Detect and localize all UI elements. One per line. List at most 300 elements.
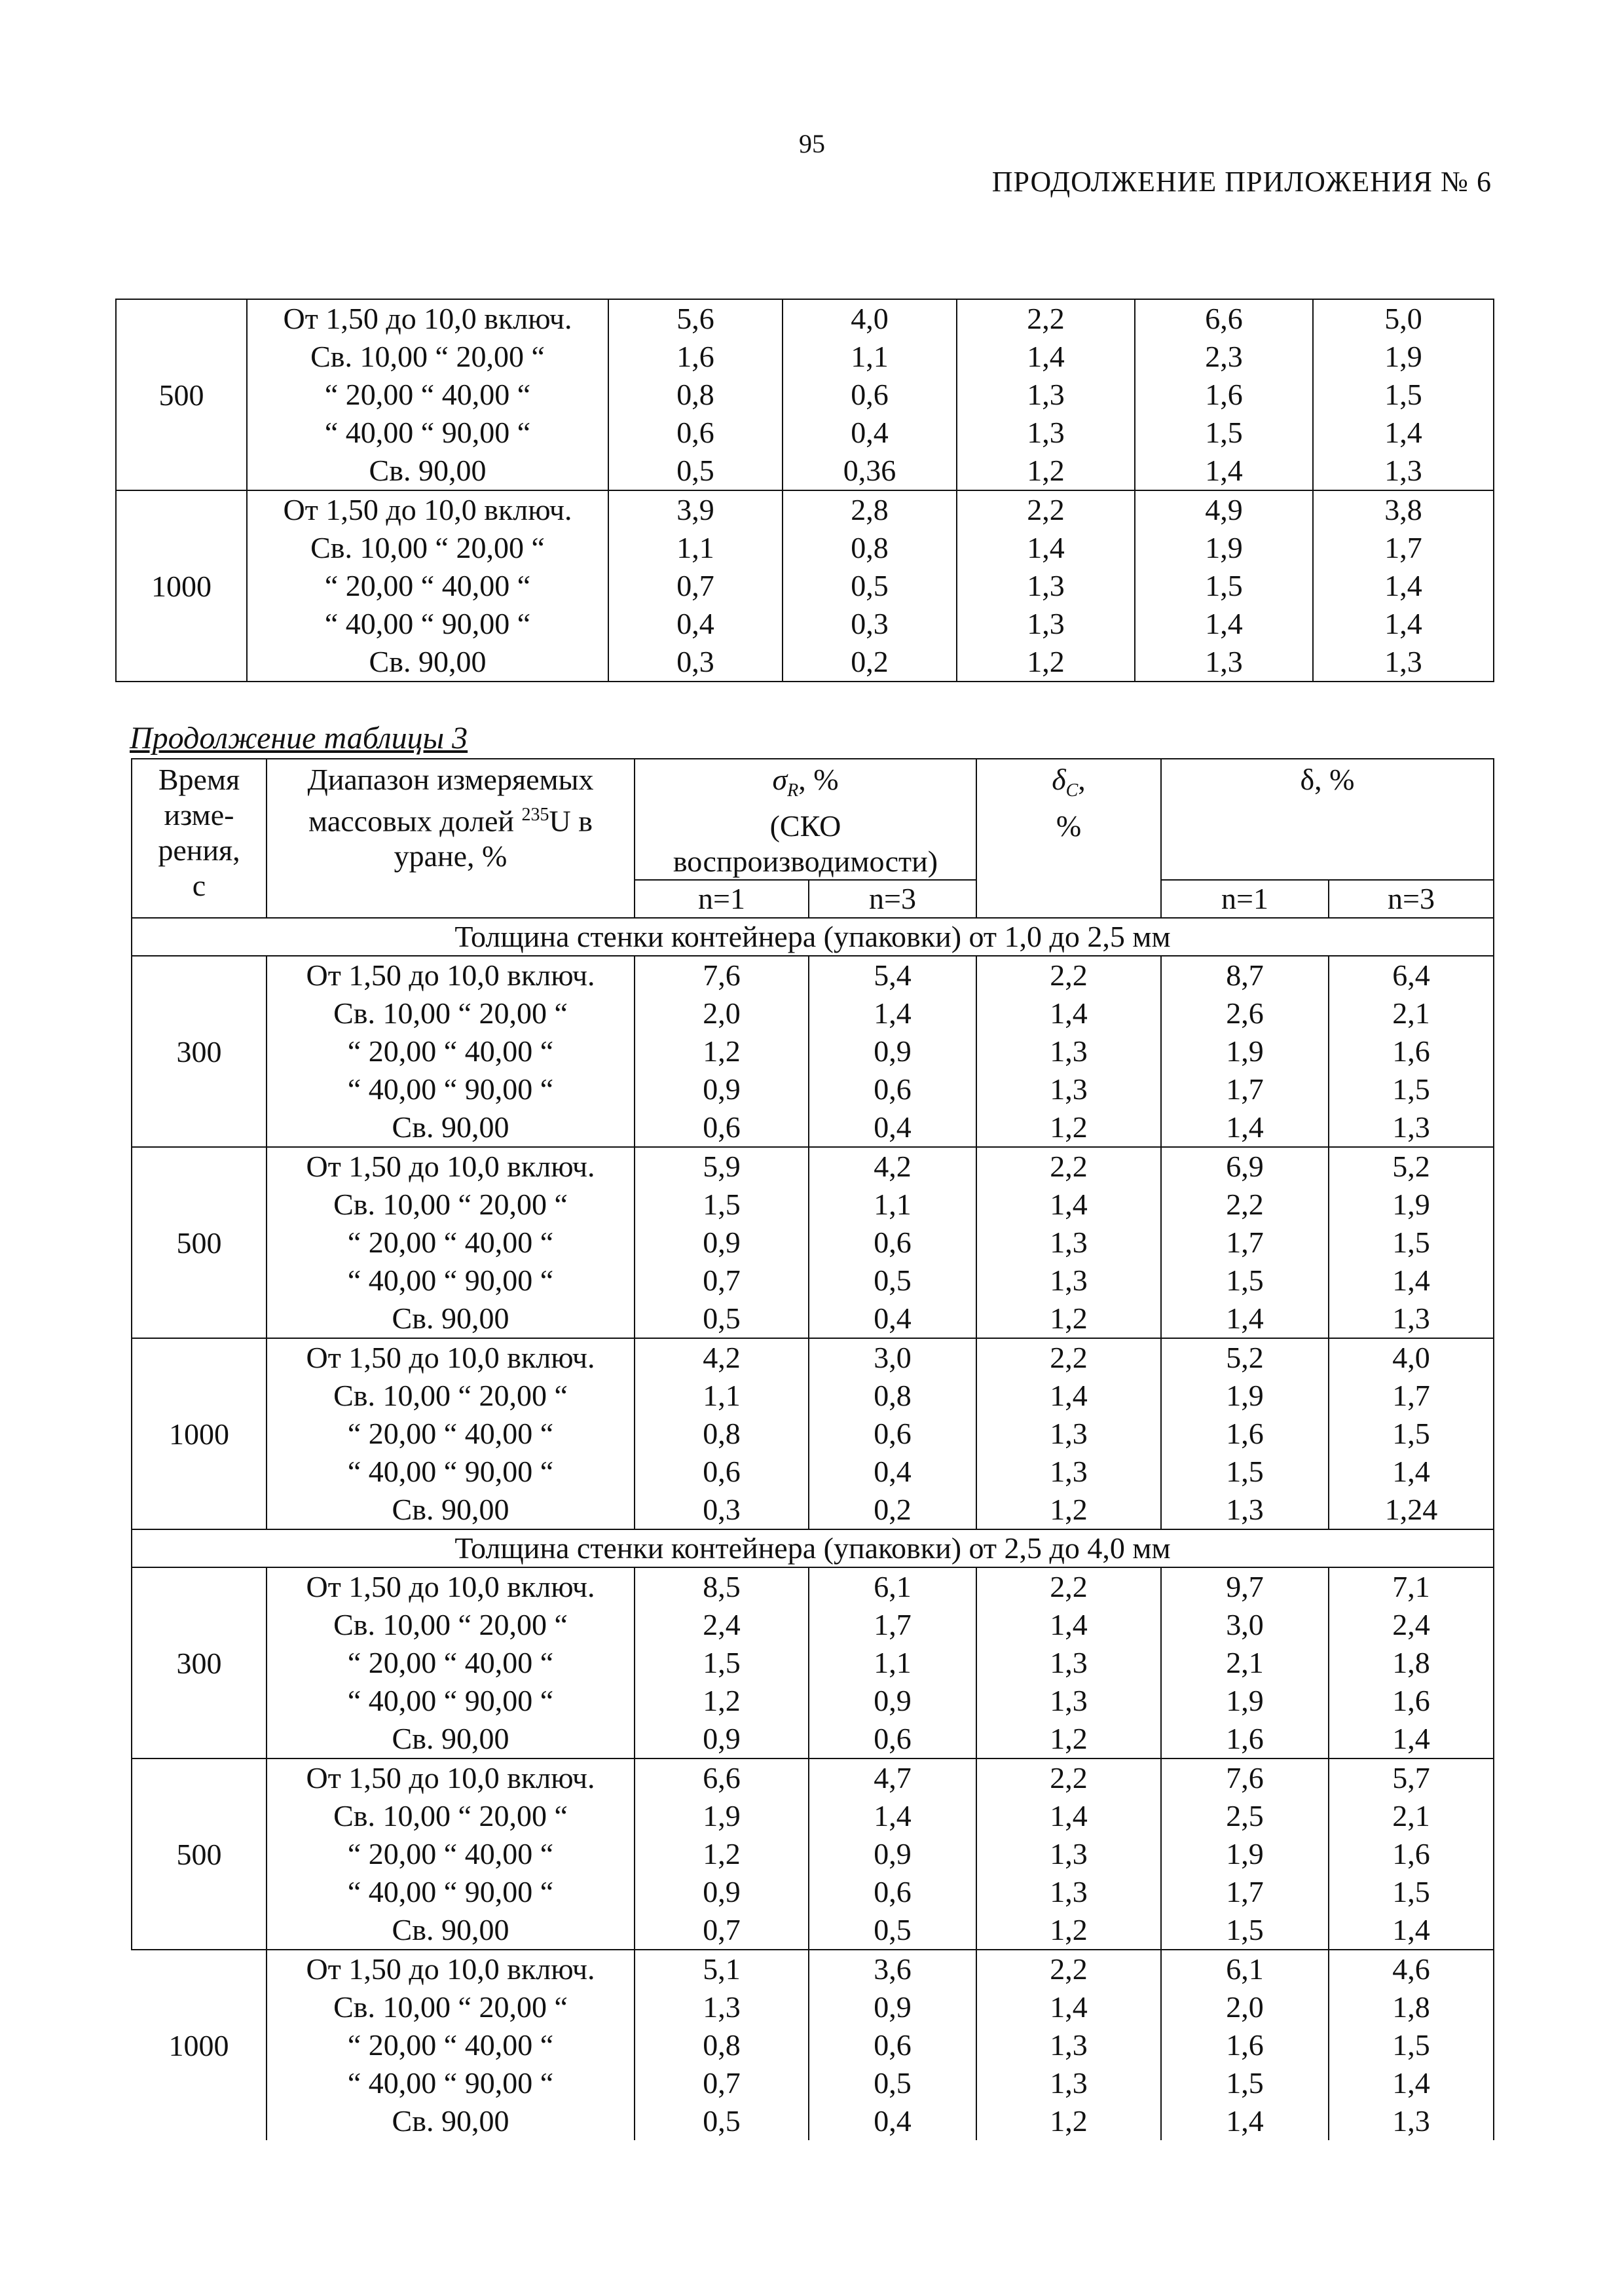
value: 0,2 bbox=[851, 645, 889, 678]
sigma-n1-cell bbox=[635, 1567, 809, 1758]
header-sigma-n3: n=3 bbox=[809, 880, 976, 918]
header-time bbox=[132, 759, 267, 918]
header-range-isotope: U в bbox=[549, 804, 593, 838]
table-row bbox=[116, 299, 1494, 490]
range-line: Св. 90,00 bbox=[369, 454, 487, 487]
value: 1,9 bbox=[1205, 531, 1243, 564]
value: 1,4 bbox=[1226, 2104, 1264, 2138]
value: 2,2 bbox=[1050, 1341, 1088, 1375]
range-line: Св. 10,00 “ 20,00 “ bbox=[333, 1799, 568, 1833]
delta-c-cell bbox=[976, 1950, 1161, 2140]
range-line: Св. 10,00 “ 20,00 “ bbox=[333, 996, 568, 1030]
range-cell bbox=[267, 1758, 635, 1950]
range-cell bbox=[247, 490, 608, 682]
value: 0,6 bbox=[676, 416, 714, 449]
value: 7,1 bbox=[1392, 1570, 1430, 1604]
value: 1,4 bbox=[874, 996, 912, 1030]
value: 3,0 bbox=[874, 1341, 912, 1375]
delta-c-cell bbox=[976, 1338, 1161, 1529]
value: 1,3 bbox=[1027, 416, 1065, 449]
delta-n3-cell bbox=[1313, 490, 1494, 682]
value: 1,3 bbox=[1050, 1837, 1088, 1871]
value: 1,3 bbox=[1392, 1110, 1430, 1144]
delta-c-cell bbox=[976, 1147, 1161, 1338]
value: 1,9 bbox=[1226, 1379, 1264, 1413]
table-continuation-top bbox=[115, 299, 1494, 682]
value: 1,2 bbox=[1027, 454, 1065, 487]
value: 0,4 bbox=[874, 1110, 912, 1144]
sigma-symbol: σ bbox=[772, 763, 788, 796]
value: 3,6 bbox=[874, 1952, 912, 1986]
value: 1,2 bbox=[1050, 1913, 1088, 1947]
value: 0,5 bbox=[874, 1264, 912, 1298]
value: 0,4 bbox=[874, 1455, 912, 1489]
value: 1,3 bbox=[1050, 1455, 1088, 1489]
range-line: От 1,50 до 10,0 включ. bbox=[306, 1761, 595, 1795]
range-line: “ 40,00 “ 90,00 “ bbox=[347, 1072, 554, 1106]
value: 1,4 bbox=[1027, 531, 1065, 564]
table-row bbox=[132, 1567, 1494, 1758]
value: 1,6 bbox=[1226, 1417, 1264, 1451]
value: 2,1 bbox=[1226, 1646, 1264, 1680]
header-range-line-3: уране, % bbox=[394, 839, 507, 873]
table-row bbox=[116, 490, 1494, 682]
value: 1,4 bbox=[1205, 607, 1243, 640]
range-line: От 1,50 до 10,0 включ. bbox=[283, 493, 572, 526]
table-3-continuation bbox=[131, 758, 1494, 2140]
value: 2,1 bbox=[1392, 996, 1430, 1030]
header-time-line-3: рения, bbox=[158, 833, 240, 867]
delta-c-cell bbox=[957, 299, 1135, 490]
table-row bbox=[132, 1758, 1494, 1950]
value: 9,7 bbox=[1226, 1570, 1264, 1604]
value: 2,5 bbox=[1226, 1799, 1264, 1833]
value: 1,3 bbox=[1205, 645, 1243, 678]
range-cell bbox=[267, 1567, 635, 1758]
value: 0,6 bbox=[874, 1226, 912, 1260]
value: 0,4 bbox=[676, 607, 714, 640]
value: 5,1 bbox=[703, 1952, 741, 1986]
value: 0,9 bbox=[874, 1990, 912, 2024]
value: 6,1 bbox=[874, 1570, 912, 1604]
delta-n3-cell bbox=[1329, 956, 1494, 1147]
value: 1,3 bbox=[1050, 1034, 1088, 1068]
header-range-line-1: Диапазон измеряемых bbox=[307, 763, 594, 796]
value: 1,1 bbox=[874, 1188, 912, 1222]
value: 0,6 bbox=[703, 1455, 741, 1489]
delta-c-cell bbox=[976, 1567, 1161, 1758]
value: 1,2 bbox=[1050, 1493, 1088, 1527]
value: 0,6 bbox=[703, 1110, 741, 1144]
sigma-n3-cell bbox=[809, 1567, 976, 1758]
table-row bbox=[132, 1950, 1494, 2140]
value: 6,4 bbox=[1392, 958, 1430, 993]
value: 1,9 bbox=[1226, 1034, 1264, 1068]
time-cell: 1000 bbox=[132, 1338, 267, 1529]
header-delta bbox=[1161, 759, 1494, 880]
delta-n1-cell bbox=[1161, 1567, 1329, 1758]
range-line: Св. 90,00 bbox=[392, 1493, 509, 1527]
value: 5,6 bbox=[676, 302, 714, 335]
value: 3,0 bbox=[1226, 1608, 1264, 1642]
deltac-unit: , bbox=[1078, 763, 1086, 796]
header-delta-n1: n=1 bbox=[1161, 880, 1329, 918]
sigma-n1-cell bbox=[608, 490, 783, 682]
value: 1,4 bbox=[1226, 1110, 1264, 1144]
value: 1,5 bbox=[1226, 1264, 1264, 1298]
value: 0,6 bbox=[874, 1417, 912, 1451]
value: 2,2 bbox=[1027, 493, 1065, 526]
header-sigma-n1: n=1 bbox=[635, 880, 809, 918]
value: 6,6 bbox=[1205, 302, 1243, 335]
value: 1,5 bbox=[703, 1646, 741, 1680]
value: 1,3 bbox=[1050, 1264, 1088, 1298]
value: 1,8 bbox=[1392, 1990, 1430, 2024]
value: 1,3 bbox=[1392, 2104, 1430, 2138]
value: 1,2 bbox=[703, 1034, 741, 1068]
delta-n3-cell bbox=[1329, 1950, 1494, 2140]
value: 1,5 bbox=[1384, 378, 1422, 411]
value: 1,4 bbox=[1050, 1379, 1088, 1413]
value: 1,5 bbox=[1226, 1455, 1264, 1489]
value: 5,2 bbox=[1392, 1150, 1430, 1184]
range-line: “ 20,00 “ 40,00 “ bbox=[324, 378, 531, 411]
range-cell bbox=[267, 956, 635, 1147]
delta-n3-cell bbox=[1329, 1338, 1494, 1529]
value: 1,7 bbox=[1384, 531, 1422, 564]
value: 1,4 bbox=[1050, 996, 1088, 1030]
value: 0,4 bbox=[874, 2104, 912, 2138]
sigma-n3-cell bbox=[809, 1338, 976, 1529]
value: 0,4 bbox=[851, 416, 889, 449]
time-cell: 300 bbox=[132, 1567, 267, 1758]
value: 2,0 bbox=[1226, 1990, 1264, 2024]
value: 0,5 bbox=[874, 2066, 912, 2100]
value: 0,4 bbox=[874, 1302, 912, 1336]
range-line: От 1,50 до 10,0 включ. bbox=[283, 302, 572, 335]
value: 1,3 bbox=[1050, 1684, 1088, 1718]
header-deltac-symbol bbox=[977, 762, 1160, 809]
value: 1,1 bbox=[874, 1646, 912, 1680]
sigma-n3-cell bbox=[809, 1147, 976, 1338]
page-number: 95 bbox=[799, 129, 825, 158]
value: 1,3 bbox=[1027, 569, 1065, 602]
value: 1,5 bbox=[1392, 1417, 1430, 1451]
value: 1,3 bbox=[1050, 1875, 1088, 1909]
header-range-text: массовых долей bbox=[308, 804, 522, 838]
value: 0,9 bbox=[703, 1072, 741, 1106]
delta-n1-cell bbox=[1161, 1758, 1329, 1950]
value: 1,5 bbox=[1392, 1226, 1430, 1260]
sigma-n1-cell bbox=[635, 1338, 809, 1529]
range-line: “ 20,00 “ 40,00 “ bbox=[347, 2028, 554, 2062]
value: 1,4 bbox=[1205, 454, 1243, 487]
range-line: Св. 90,00 bbox=[392, 1302, 509, 1336]
value: 1,7 bbox=[1392, 1379, 1430, 1413]
time-cell: 500 bbox=[132, 1758, 267, 1950]
value: 1,6 bbox=[1392, 1034, 1430, 1068]
value: 1,3 bbox=[1050, 1226, 1088, 1260]
time-cell: 500 bbox=[132, 1147, 267, 1338]
value: 1,3 bbox=[1384, 645, 1422, 678]
value: 0,9 bbox=[703, 1875, 741, 1909]
range-line: Св. 90,00 bbox=[392, 1913, 509, 1947]
header-delta-n3: n=3 bbox=[1329, 880, 1494, 918]
value: 1,6 bbox=[1226, 1722, 1264, 1756]
value: 2,2 bbox=[1050, 1570, 1088, 1604]
header-range bbox=[267, 759, 635, 918]
section-title: Толщина стенки контейнера (упаковки) от 1,0 до 2,5 мм bbox=[132, 918, 1494, 956]
value: 7,6 bbox=[1226, 1761, 1264, 1795]
value: 1,6 bbox=[676, 340, 714, 373]
header-sigma-line-3: воспроизводимости) bbox=[673, 845, 938, 879]
value: 0,5 bbox=[703, 1302, 741, 1336]
value: 4,2 bbox=[703, 1341, 741, 1375]
range-line: От 1,50 до 10,0 включ. bbox=[306, 958, 595, 993]
delta-n1-cell bbox=[1161, 1147, 1329, 1338]
value: 1,2 bbox=[703, 1684, 741, 1718]
value: 1,2 bbox=[703, 1837, 741, 1871]
delta-n1-cell bbox=[1161, 1950, 1329, 2140]
value: 4,6 bbox=[1392, 1952, 1430, 1986]
range-line: “ 40,00 “ 90,00 “ bbox=[347, 1684, 554, 1718]
value: 1,2 bbox=[1050, 1110, 1088, 1144]
value: 8,5 bbox=[703, 1570, 741, 1604]
value: 1,3 bbox=[1384, 454, 1422, 487]
delta-n1-cell bbox=[1161, 956, 1329, 1147]
section-title: Толщина стенки контейнера (упаковки) от 2,5 до 4,0 мм bbox=[132, 1529, 1494, 1567]
value: 2,1 bbox=[1392, 1799, 1430, 1833]
value: 1,4 bbox=[1392, 1913, 1430, 1947]
value: 1,3 bbox=[1050, 2066, 1088, 2100]
sigma-n3-cell bbox=[809, 1950, 976, 2140]
value: 0,7 bbox=[703, 1264, 741, 1298]
value: 1,3 bbox=[1050, 2028, 1088, 2062]
value: 1,4 bbox=[1392, 2066, 1430, 2100]
value: 1,3 bbox=[1226, 1493, 1264, 1527]
value: 1,7 bbox=[1226, 1875, 1264, 1909]
value: 1,5 bbox=[1205, 569, 1243, 602]
value: 1,7 bbox=[1226, 1072, 1264, 1106]
range-line: Св. 10,00 “ 20,00 “ bbox=[333, 1990, 568, 2024]
table-row bbox=[132, 1338, 1494, 1529]
deltac-symbol: δ bbox=[1052, 763, 1066, 796]
value: 4,7 bbox=[874, 1761, 912, 1795]
header-time-line-4: с bbox=[192, 869, 206, 902]
value: 0,8 bbox=[703, 2028, 741, 2062]
header-range-line-2 bbox=[267, 797, 634, 839]
value: 0,3 bbox=[676, 645, 714, 678]
range-line: “ 20,00 “ 40,00 “ bbox=[347, 1034, 554, 1068]
header-range-isotope-mass: 235 bbox=[521, 805, 549, 825]
table-row bbox=[132, 1147, 1494, 1338]
range-line: “ 40,00 “ 90,00 “ bbox=[347, 2066, 554, 2100]
value: 0,8 bbox=[676, 378, 714, 411]
value: 6,1 bbox=[1226, 1952, 1264, 1986]
value: 0,6 bbox=[851, 378, 889, 411]
value: 0,9 bbox=[874, 1837, 912, 1871]
value: 1,5 bbox=[1226, 1913, 1264, 1947]
range-line: “ 40,00 “ 90,00 “ bbox=[347, 1264, 554, 1298]
value: 1,24 bbox=[1384, 1493, 1438, 1527]
range-line: Св. 10,00 “ 20,00 “ bbox=[310, 340, 545, 373]
value: 1,1 bbox=[676, 531, 714, 564]
value: 0,8 bbox=[851, 531, 889, 564]
value: 1,1 bbox=[851, 340, 889, 373]
delta-n1-cell bbox=[1135, 299, 1313, 490]
range-cell bbox=[267, 1950, 635, 2140]
time-cell: 500 bbox=[116, 299, 247, 490]
value: 4,2 bbox=[874, 1150, 912, 1184]
value: 1,4 bbox=[1050, 1799, 1088, 1833]
value: 0,9 bbox=[874, 1684, 912, 1718]
value: 1,4 bbox=[1226, 1302, 1264, 1336]
value: 0,5 bbox=[874, 1913, 912, 1947]
value: 7,6 bbox=[703, 958, 741, 993]
value: 1,2 bbox=[1050, 2104, 1088, 2138]
sigma-n1-cell bbox=[635, 956, 809, 1147]
value: 1,3 bbox=[1050, 1417, 1088, 1451]
delta-n1-cell bbox=[1135, 490, 1313, 682]
sigma-n3-cell bbox=[783, 490, 957, 682]
range-line: Св. 10,00 “ 20,00 “ bbox=[333, 1608, 568, 1642]
value: 0,6 bbox=[874, 1722, 912, 1756]
value: 4,9 bbox=[1205, 493, 1243, 526]
value: 1,5 bbox=[1392, 1072, 1430, 1106]
value: 1,7 bbox=[874, 1608, 912, 1642]
value: 2,3 bbox=[1205, 340, 1243, 373]
value: 1,2 bbox=[1050, 1302, 1088, 1336]
value: 1,4 bbox=[1392, 1264, 1430, 1298]
table-main-body bbox=[132, 918, 1494, 2140]
table-row bbox=[132, 956, 1494, 1147]
range-line: Св. 90,00 bbox=[392, 1110, 509, 1144]
range-line: “ 40,00 “ 90,00 “ bbox=[347, 1875, 554, 1909]
value: 0,9 bbox=[703, 1226, 741, 1260]
value: 5,4 bbox=[874, 958, 912, 993]
range-line: “ 20,00 “ 40,00 “ bbox=[347, 1417, 554, 1451]
value: 2,8 bbox=[851, 493, 889, 526]
range-line: “ 20,00 “ 40,00 “ bbox=[347, 1226, 554, 1260]
range-line: “ 20,00 “ 40,00 “ bbox=[347, 1837, 554, 1871]
value: 2,2 bbox=[1226, 1188, 1264, 1222]
value: 2,2 bbox=[1050, 1150, 1088, 1184]
value: 6,9 bbox=[1226, 1150, 1264, 1184]
value: 1,6 bbox=[1392, 1684, 1430, 1718]
value: 1,9 bbox=[1226, 1837, 1264, 1871]
appendix-header: ПРОДОЛЖЕНИЕ ПРИЛОЖЕНИЯ № 6 bbox=[991, 166, 1492, 198]
range-line: “ 40,00 “ 90,00 “ bbox=[324, 416, 531, 449]
value: 1,3 bbox=[703, 1990, 741, 2024]
value: 1,4 bbox=[1384, 569, 1422, 602]
sigma-subscript: R bbox=[787, 780, 799, 801]
value: 1,4 bbox=[1027, 340, 1065, 373]
range-line: От 1,50 до 10,0 включ. bbox=[306, 1341, 595, 1375]
delta-n3-cell bbox=[1313, 299, 1494, 490]
range-cell bbox=[267, 1338, 635, 1529]
value: 6,6 bbox=[703, 1761, 741, 1795]
value: 0,7 bbox=[676, 569, 714, 602]
range-line: Св. 10,00 “ 20,00 “ bbox=[310, 531, 545, 564]
delta-n3-cell bbox=[1329, 1758, 1494, 1950]
value: 1,5 bbox=[1392, 2028, 1430, 2062]
range-line: “ 40,00 “ 90,00 “ bbox=[347, 1455, 554, 1489]
range-line: Св. 90,00 bbox=[392, 2104, 509, 2138]
value: 8,7 bbox=[1226, 958, 1264, 993]
value: 1,4 bbox=[1392, 1722, 1430, 1756]
deltac-subscript: C bbox=[1065, 780, 1079, 801]
value: 0,6 bbox=[874, 1072, 912, 1106]
range-line: От 1,50 до 10,0 включ. bbox=[306, 1150, 595, 1184]
value: 1,5 bbox=[1205, 416, 1243, 449]
value: 2,2 bbox=[1050, 958, 1088, 993]
range-line: Св. 90,00 bbox=[392, 1722, 509, 1756]
value: 0,6 bbox=[874, 2028, 912, 2062]
delta-c-cell bbox=[976, 956, 1161, 1147]
value: 5,7 bbox=[1392, 1761, 1430, 1795]
value: 1,3 bbox=[1050, 1646, 1088, 1680]
value: 0,7 bbox=[703, 1913, 741, 1947]
value: 3,9 bbox=[676, 493, 714, 526]
value: 1,9 bbox=[1226, 1684, 1264, 1718]
value: 1,2 bbox=[1027, 645, 1065, 678]
header-time-line-1: Время bbox=[158, 763, 240, 796]
range-line: Св. 10,00 “ 20,00 “ bbox=[333, 1379, 568, 1413]
value: 4,0 bbox=[1392, 1341, 1430, 1375]
range-line: “ 40,00 “ 90,00 “ bbox=[324, 607, 531, 640]
value: 1,1 bbox=[703, 1379, 741, 1413]
value: 4,0 bbox=[851, 302, 889, 335]
value: 1,4 bbox=[1050, 1188, 1088, 1222]
value: 2,0 bbox=[703, 996, 741, 1030]
value: 1,9 bbox=[1384, 340, 1422, 373]
table-caption: Продолжение таблицы 3 bbox=[130, 721, 468, 756]
value: 1,4 bbox=[1384, 416, 1422, 449]
value: 0,7 bbox=[703, 2066, 741, 2100]
value: 0,6 bbox=[874, 1875, 912, 1909]
sigma-n1-cell bbox=[635, 1950, 809, 2140]
value: 0,9 bbox=[874, 1034, 912, 1068]
delta-n3-cell bbox=[1329, 1147, 1494, 1338]
delta-n1-cell bbox=[1161, 1338, 1329, 1529]
value: 2,6 bbox=[1226, 996, 1264, 1030]
value: 2,4 bbox=[1392, 1608, 1430, 1642]
value: 5,0 bbox=[1384, 302, 1422, 335]
section-row bbox=[132, 918, 1494, 956]
value: 2,2 bbox=[1050, 1761, 1088, 1795]
value: 1,6 bbox=[1226, 2028, 1264, 2062]
range-cell bbox=[267, 1147, 635, 1338]
value: 2,4 bbox=[703, 1608, 741, 1642]
value: 1,5 bbox=[703, 1188, 741, 1222]
value: 1,6 bbox=[1392, 1837, 1430, 1871]
time-cell: 300 bbox=[132, 956, 267, 1147]
value: 1,9 bbox=[1392, 1188, 1430, 1222]
delta-n3-cell bbox=[1329, 1567, 1494, 1758]
range-line: От 1,50 до 10,0 включ. bbox=[306, 1570, 595, 1604]
header-deltac bbox=[976, 759, 1161, 918]
value: 5,2 bbox=[1226, 1341, 1264, 1375]
value: 0,8 bbox=[703, 1417, 741, 1451]
sigma-n1-cell bbox=[635, 1147, 809, 1338]
value: 0,36 bbox=[843, 454, 896, 487]
value: 1,3 bbox=[1027, 378, 1065, 411]
value: 0,8 bbox=[874, 1379, 912, 1413]
header-sigma-line-2: (СКО bbox=[769, 809, 841, 843]
value: 3,8 bbox=[1384, 493, 1422, 526]
value: 1,3 bbox=[1392, 1302, 1430, 1336]
value: 1,4 bbox=[1050, 1608, 1088, 1642]
